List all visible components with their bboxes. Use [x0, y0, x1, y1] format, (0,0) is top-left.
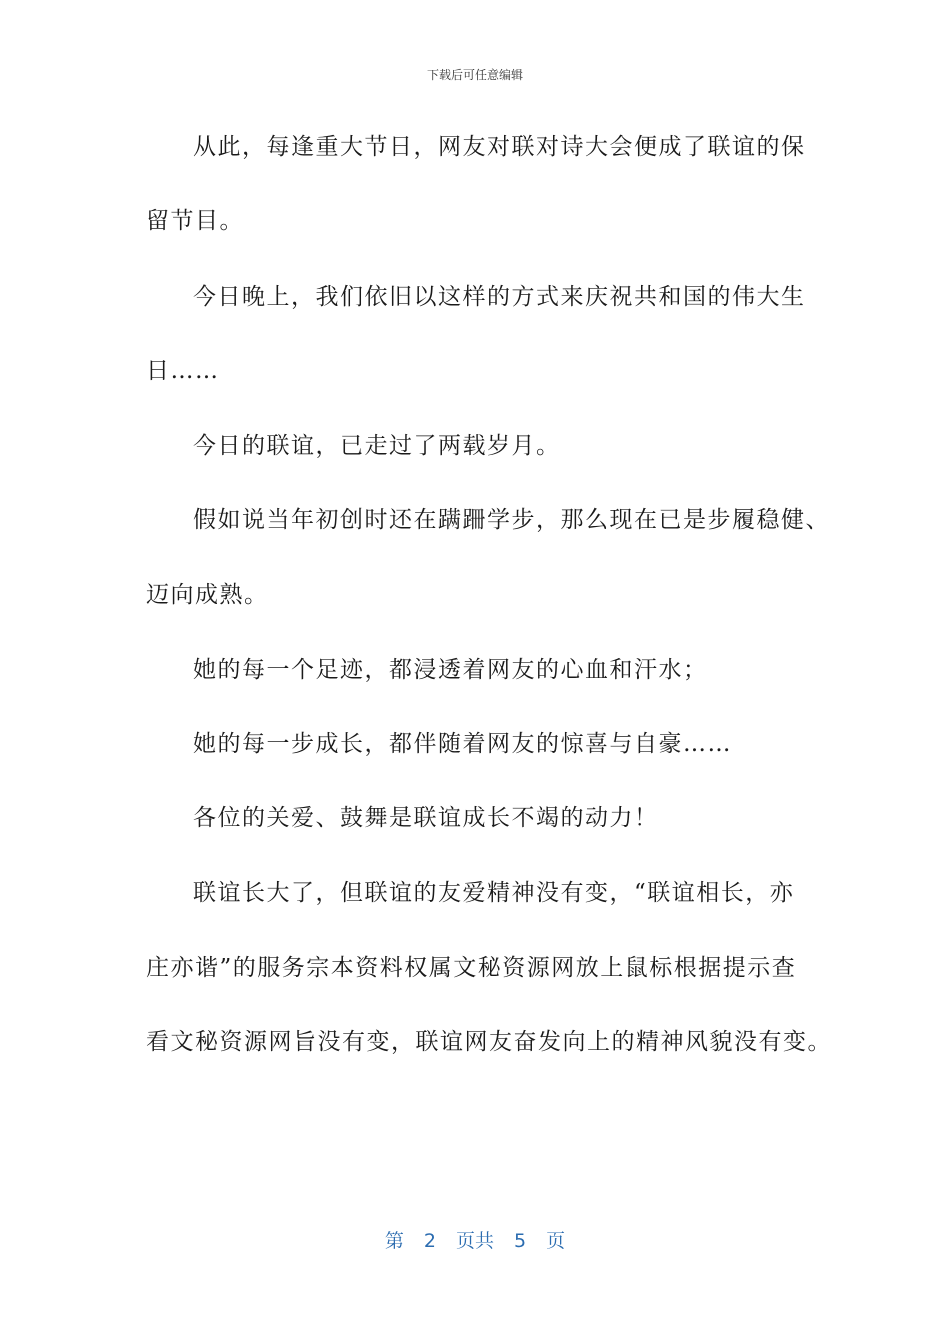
- text-line: 各位的关爱、鼓舞是联谊成长不竭的动力！: [193, 805, 659, 831]
- text-line: 今日的联谊，已走过了两载岁月。: [193, 433, 561, 459]
- text-line: 庄亦谐”的服务宗本资料权属文秘资源网放上鼠标根据提示查: [146, 955, 797, 981]
- text-line: 今日晚上，我们依旧以这样的方式来庆祝共和国的伟大生: [193, 284, 806, 310]
- page-label-prefix: 第: [384, 1230, 404, 1252]
- text-line: 迈向成熟。: [146, 582, 269, 608]
- text-line: 她的每一步成长，都伴随着网友的惊喜与自豪……: [193, 731, 732, 757]
- page-header: 下载后可任意编辑: [426, 68, 523, 82]
- text-line: 看文秘资源网旨没有变，联谊网友奋发向上的精神风貌没有变。: [146, 1029, 832, 1055]
- text-line: 日……: [146, 358, 220, 384]
- text-line: 留节目。: [146, 208, 244, 234]
- text-line: 她的每一个足迹，都浸透着网友的心血和汗水；: [193, 657, 708, 683]
- page-current: 2: [423, 1230, 436, 1252]
- page-number-footer: [0, 1226, 950, 1253]
- page-label-suffix: 页: [546, 1230, 566, 1252]
- page-label-mid: 页共: [455, 1230, 494, 1252]
- text-line: 假如说当年初创时还在蹒跚学步，那么现在已是步履稳健、: [193, 507, 830, 533]
- page-total: 5: [514, 1230, 527, 1252]
- text-line: 联谊长大了，但联谊的友爱精神没有变，“联谊相长，亦: [193, 880, 795, 906]
- text-line: 从此，每逢重大节日，网友对联对诗大会便成了联谊的保: [193, 134, 806, 160]
